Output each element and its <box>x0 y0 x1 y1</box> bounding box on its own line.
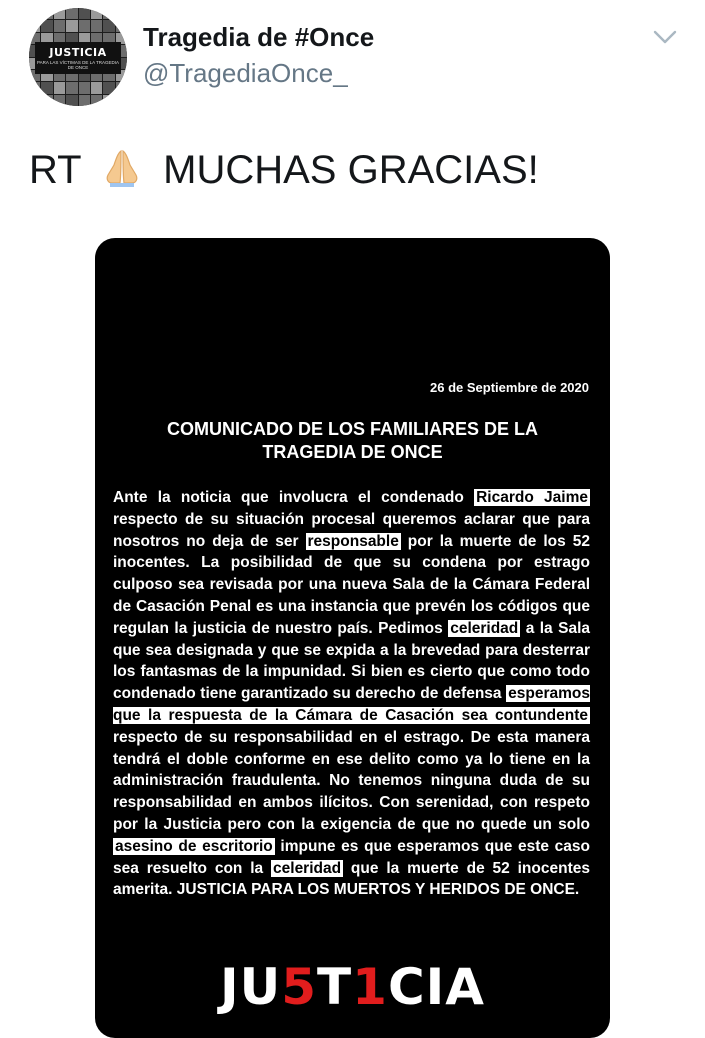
tweet-text <box>29 145 539 193</box>
statement-text: que la muerte de 52 inocentes amerita. JUSTICIA PARA LOS MUERTOS Y HERIDOS DE ONCE. <box>113 859 590 899</box>
statement-text: respecto de su responsabilidad en el estrago. De esta manera tendrá el doble conforme en ese delito como ya lo tiene en la administración fraudulenta. No tenemos ninguna duda de su responsabilidad en ambos ilícitos. Con serenidad, con respeto por la Justicia pero con la exigencia de que no quede un solo <box>113 728 590 833</box>
statement-highlight: asesino de escritorio <box>115 837 273 855</box>
statement-heading <box>95 418 610 464</box>
logo-part-t: T <box>317 958 353 1016</box>
statement-text: por la muerte de los 52 inocentes. La posibilidad de que su condena por estrago culposo sea revisada por una nueva Sala de la Cámara Federal de Casación Penal es una instancia que prevén los códigos que regulan la justicia de nuestro país. Pedimos <box>113 532 590 637</box>
statement-text: respecto de su situación procesal queremos aclarar que para nosotros no deja de ser <box>113 510 590 550</box>
avatar-justicia-band <box>35 42 121 74</box>
tweet-text-message: MUCHAS GRACIAS! <box>163 148 539 192</box>
avatar-subtitle: PARA LAS VÍCTIMAS DE LA TRAGEDIA DE ONCE <box>36 60 120 70</box>
statement-heading-line1: COMUNICADO DE LOS FAMILIARES DE LA <box>166 419 538 439</box>
chevron-down-icon[interactable] <box>652 28 678 46</box>
logo-part-cia: CIA <box>387 958 485 1016</box>
statement-highlight: celeridad <box>273 859 342 877</box>
author-display-name[interactable]: Tragedia de #Once <box>143 22 375 52</box>
tweet-media-image[interactable] <box>95 238 610 1038</box>
folded-hands-icon <box>100 145 144 189</box>
avatar-title: JUSTICIA <box>49 46 107 59</box>
statement-text: a la Sala que sea designada y que se expida a la brevedad para desterrar los fantasmas de la impunidad. Si bien es cierto que como todo condenado tiene garantizado su derecho de defensa <box>113 619 590 703</box>
logo-part-1: 1 <box>352 958 388 1016</box>
statement-date: 26 de Septiembre de 2020 <box>430 380 589 395</box>
logo-part-5: 5 <box>281 958 318 1016</box>
statement-highlight: celeridad <box>450 619 519 637</box>
statement-body <box>113 487 590 901</box>
statement-text: impune es que esperamos que este caso sea resuelto con la <box>113 837 590 877</box>
statement-highlight: esperamos que la respuesta de la Cámara de Casación sea contundente <box>113 685 590 724</box>
statement-highlight: Ricardo Jaime <box>476 489 588 506</box>
statement-text: Ante la noticia que involucra el condenado <box>113 489 475 506</box>
profile-avatar[interactable] <box>29 8 127 106</box>
tweet-text-rt: RT <box>29 148 81 192</box>
justicia-logo <box>95 958 610 1016</box>
statement-highlight: responsable <box>307 532 399 550</box>
statement-heading-line2: TRAGEDIA DE ONCE <box>262 442 443 462</box>
logo-part-ju: JU <box>220 958 282 1016</box>
author-handle[interactable]: @TragediaOnce_ <box>143 58 348 88</box>
